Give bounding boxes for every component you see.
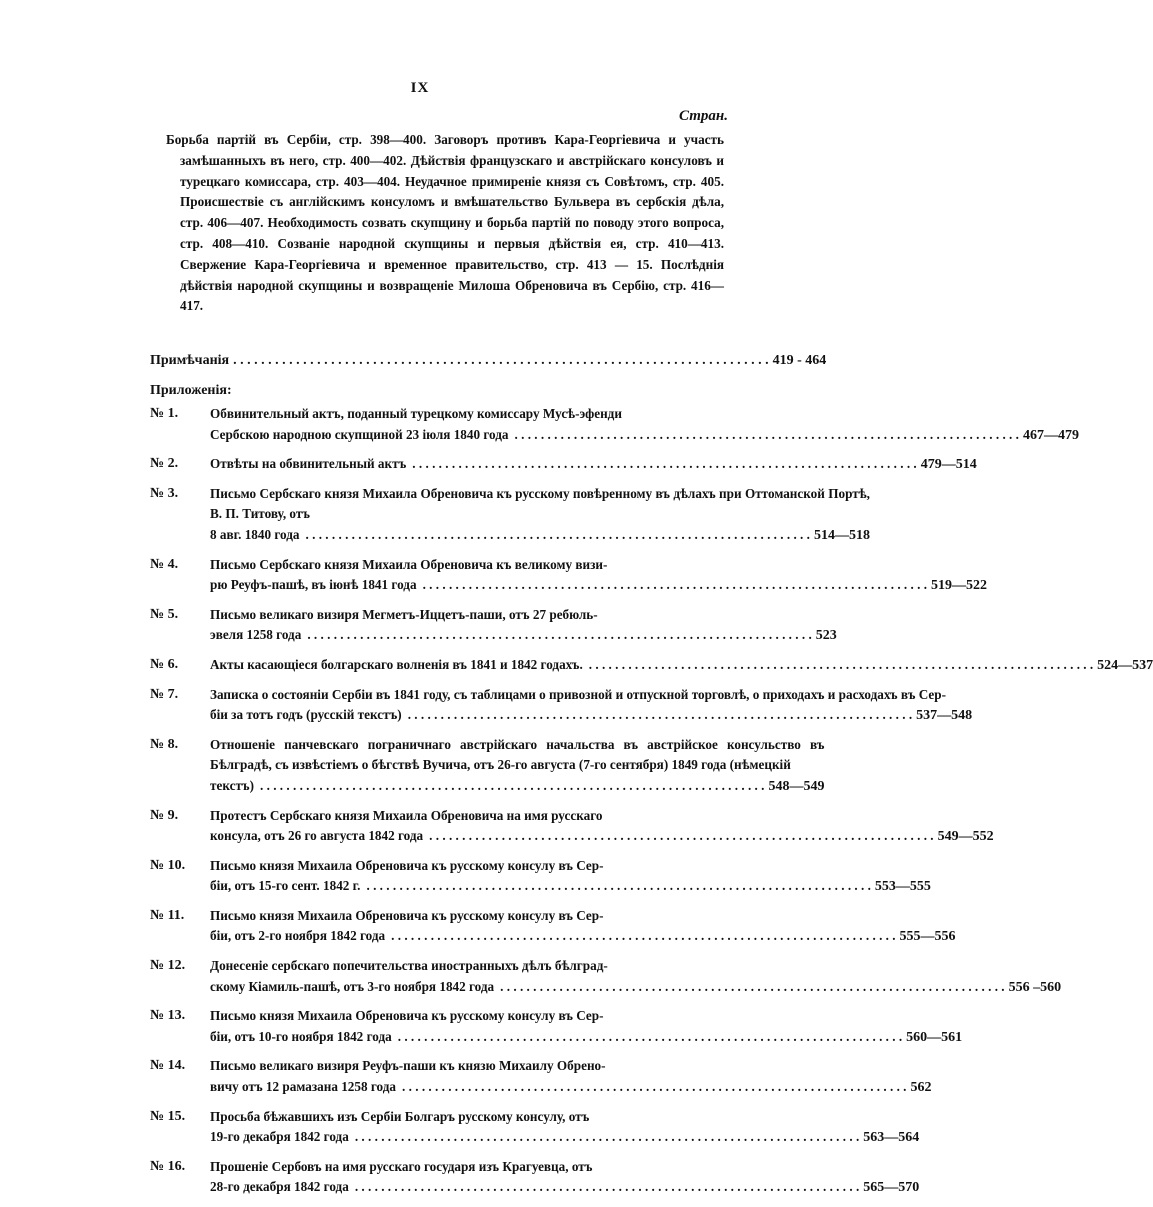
appendix-title: [210, 1056, 931, 1098]
appendix-title-end: 28-го декабря 1842 года: [210, 1179, 349, 1195]
leader-dots: [589, 655, 1093, 676]
appendix-entry: [150, 1107, 920, 1149]
appendix-last-line: [210, 425, 1079, 447]
appendix-number: № 8.: [150, 736, 179, 752]
appendix-entry: [150, 484, 870, 547]
appendix-title-end: бiи, отъ 2-го ноября 1842 года: [210, 928, 386, 944]
appendix-title-text: Записка о состоянiи Сербiи въ 1841 году, съ таблицами о привозной и отпускной торговлѣ, о приходахъ и расходахъ въ Сер-: [210, 686, 946, 702]
appendix-pages: 560—561: [906, 1029, 963, 1045]
appendix-last-line: [210, 1127, 919, 1149]
appendix-entry: [150, 735, 825, 798]
leader-dots: [500, 977, 1004, 998]
appendix-last-line: [210, 454, 977, 476]
notes-row: [150, 353, 827, 369]
leader-dots: [355, 1127, 859, 1148]
appendix-title-text: Письмо князя Михаила Обреновича къ русскому консулу въ Сер-: [210, 907, 604, 923]
leader-dots: [423, 575, 927, 596]
appendix-title: [210, 454, 977, 476]
leader-dots: [402, 1077, 906, 1098]
appendix-title-text: Письмо великаго визиря Мегметъ-Иццетъ-паши, отъ 27 ребюль-: [210, 606, 598, 622]
appendix-title: [210, 605, 837, 647]
appendix-entry: [150, 555, 987, 597]
appendix-title-text: Письмо Сербскаго князя Михаила Обреновича къ великому визи-: [210, 556, 608, 572]
page-number: IX: [410, 80, 430, 96]
appendix-pages: 565—570: [863, 1180, 920, 1196]
appendix-number: № 4.: [150, 556, 179, 572]
appendix-title-text: Обвинительный актъ, поданный турецкому комиссару Мусѣ-эфенди: [210, 406, 622, 421]
appendix-last-line: [210, 826, 994, 848]
appendix-title-end: бiи, отъ 10-го ноября 1842 года: [210, 1028, 392, 1044]
appendix-last-line: [210, 705, 972, 727]
appendix-title: [210, 404, 1079, 446]
leader-dots: [429, 826, 933, 847]
appendix-entry: [150, 685, 973, 727]
appendix-title: [210, 1006, 962, 1048]
appendix-pages: 537—548: [916, 708, 973, 724]
appendix-number: № 6.: [150, 656, 179, 672]
appendix-title: [210, 655, 1153, 677]
appendix-title-end: Акты касающiеся болгарскаго волненiя въ 1841 и 1842 годахъ.: [210, 656, 583, 672]
appendix-title: [210, 956, 1061, 998]
appendix-entry: [150, 1056, 932, 1098]
appendix-number: № 2.: [150, 456, 179, 472]
notes-label: Примѣчанiя: [150, 353, 230, 368]
leader-dots: [355, 1177, 859, 1198]
appendix-title-text: Прошенiе Сербовъ на имя русскаго государя изъ Крагуевца, отъ: [210, 1158, 593, 1174]
appendix-pages: 467—479: [1022, 427, 1079, 443]
appendix-title-end: скому Кiамиль-пашѣ, отъ 3-го ноября 1842 года: [210, 978, 495, 994]
appendix-number: № 13.: [150, 1008, 186, 1024]
appendix-entry: [150, 655, 1153, 677]
appendix-number: № 7.: [150, 686, 179, 702]
appendix-entry: [150, 906, 956, 948]
appendix-title-text: Протестъ Сербскаго князя Михаила Обреновича на имя русскаго: [210, 807, 603, 823]
appendix-last-line: [210, 876, 931, 898]
appendix-title: [210, 806, 994, 848]
appendix-title-text: Просьба бѣжавшихъ изъ Сербiи Болгаръ русскому консулу, отъ: [210, 1108, 590, 1124]
appendix-last-line: [210, 776, 824, 798]
appendix-title-end: Отвѣты на обвинительный актъ: [210, 456, 407, 472]
appendix-entry: [150, 1157, 920, 1199]
appendix-pages: 548—549: [768, 778, 825, 794]
appendix-title: [210, 1157, 919, 1199]
appendix-title-text: Письмо князя Михаила Обреновича къ русскому консулу въ Сер-: [210, 857, 604, 873]
appendix-title: [210, 906, 956, 948]
appendix-number: № 1.: [150, 406, 179, 421]
appendix-title-end: текстъ): [210, 777, 255, 793]
appendix-title-end: бiи, отъ 15-го сент. 1842 г.: [210, 878, 361, 894]
appendix-number: № 5.: [150, 606, 179, 622]
appendix-last-line: [210, 655, 1153, 677]
appendix-last-line: [210, 525, 870, 547]
leader-dots: [307, 625, 811, 646]
appendices-heading-row: [150, 383, 732, 399]
appendix-last-line: [210, 1077, 931, 1099]
appendix-title-text: Отношенiе панчевскаго пограничнаго австрiйскаго начальства въ австрiйское консульство въ Бѣлградѣ, съ извѣстiемъ о бѣгствѣ Вучича, отъ 26-го августа (7-го сентября) 1849 года (нѣмецкiй: [210, 736, 825, 773]
leader-dots: [408, 705, 912, 726]
leader-dots: [306, 525, 810, 546]
appendix-title: [210, 856, 931, 898]
appendix-entry: [150, 605, 837, 647]
appendix-entry: [150, 806, 994, 848]
appendix-title-text: Письмо великаго визиря Реуфъ-паши къ князю Михаилу Обрено-: [210, 1058, 606, 1074]
appendix-title: [210, 735, 824, 798]
appendices-heading: Приложенiя:: [150, 383, 232, 398]
appendix-entry: [150, 1006, 963, 1048]
appendix-pages: 563—564: [863, 1130, 920, 1146]
appendix-title-end: консула, отъ 26 го августа 1842 года: [210, 828, 424, 844]
leader-dots: [515, 425, 1019, 446]
notes-pages: 419 - 464: [772, 353, 827, 368]
appendix-title-end: Сербскою народною скупщиной 23 iюля 1840 года: [210, 426, 509, 442]
appendix-number: № 11.: [150, 907, 185, 923]
appendix-number: № 3.: [150, 485, 179, 501]
leader-dots: [391, 926, 895, 947]
appendix-last-line: [210, 977, 1061, 999]
leader-dots: [412, 454, 916, 475]
leader-dots: [366, 876, 870, 897]
appendix-title-text: Письмо Сербскаго князя Михаила Обреновича къ русскому повѣренному въ дѣлахъ при Оттоманской Портѣ, В. П. Титову, отъ: [210, 485, 870, 522]
leader-dots: [398, 1027, 902, 1048]
appendix-title-end: бiи за тотъ годъ (русскiй текстъ): [210, 707, 402, 723]
appendix-number: № 15.: [150, 1108, 186, 1124]
appendix-entry: [150, 956, 1062, 998]
appendix-pages: 479—514: [920, 457, 977, 473]
chapter-summary: Борьба партiй въ Сербiи, стр. 398—400. Заговоръ противъ Кара-Георгiевича и участь замѣшанныхъ въ него, стр. 400—402. Дѣйствiя французскаго и австрiйскаго консуловъ и турецкаго комиссара, стр. 403—404. Неудачное примиренiе князя съ Совѣтомъ, стр. 405. Происшествiе съ англiйскимъ консуломъ и вмѣшательство Бульвера въ сербскiя дѣла, стр. 406—407. Необходимость созвать скупщину и борьба партiй по поводу этого вопроса, стр. 408—410. Созванiе народной скупщины и первыя дѣйствiя ея, стр. 410—413. Свержение Кара-Георгiевича и временное правительство, стр. 413 — 15. Послѣднiя дѣйствiя народной скупщины и возвращенiе Милоша Обреновича въ Сербiю, стр. 416—417.: [166, 132, 724, 314]
appendix-entry: [150, 404, 1079, 446]
appendix-title: [210, 484, 870, 547]
appendix-title: [210, 685, 972, 727]
appendix-title-end: эвеля 1258 года: [210, 627, 302, 643]
appendix-number: № 9.: [150, 807, 179, 823]
appendix-title-text: Письмо князя Михаила Обреновича къ русскому консулу въ Сер-: [210, 1008, 604, 1024]
appendix-title-end: 19-го декабря 1842 года: [210, 1129, 349, 1145]
appendix-last-line: [210, 926, 956, 948]
appendix-number: № 14.: [150, 1058, 186, 1074]
appendix-pages: 523: [815, 628, 837, 644]
appendix-title: [210, 1107, 919, 1149]
appendix-list: [150, 404, 1153, 1207]
appendix-title: [210, 555, 987, 597]
leader-dots: [233, 353, 769, 369]
appendix-pages: 556 –560: [1008, 979, 1062, 995]
appendix-last-line: [210, 1177, 919, 1199]
appendix-pages: 555—556: [899, 929, 956, 945]
appendix-title-end: вичу отъ 12 рамазана 1258 года: [210, 1079, 397, 1095]
pages-column-header: Стран.: [679, 108, 728, 124]
appendix-pages: 549—552: [937, 829, 994, 845]
appendix-entry: [150, 454, 977, 476]
leader-dots: [260, 776, 764, 797]
appendix-title-text: Донесенiе сербскаго попечительства иностранныхъ дѣлъ бѣлград-: [210, 958, 608, 974]
appendix-last-line: [210, 1027, 962, 1049]
appendix-title-end: 8 авг. 1840 года: [210, 526, 300, 542]
appendix-pages: 524—537: [1097, 657, 1153, 673]
appendix-number: № 12.: [150, 958, 186, 974]
appendix-last-line: [210, 575, 987, 597]
appendix-pages: 519—522: [930, 578, 987, 594]
appendix-number: № 16.: [150, 1158, 186, 1174]
appendix-pages: 514—518: [813, 527, 870, 543]
appendix-number: № 10.: [150, 857, 186, 873]
appendix-last-line: [210, 625, 837, 647]
appendix-pages: 553—555: [874, 879, 931, 895]
appendix-entry: [150, 856, 931, 898]
appendix-pages: 562: [910, 1080, 932, 1096]
appendix-title-end: рю Реуфъ-пашѣ, въ iюнѣ 1841 года: [210, 577, 417, 593]
